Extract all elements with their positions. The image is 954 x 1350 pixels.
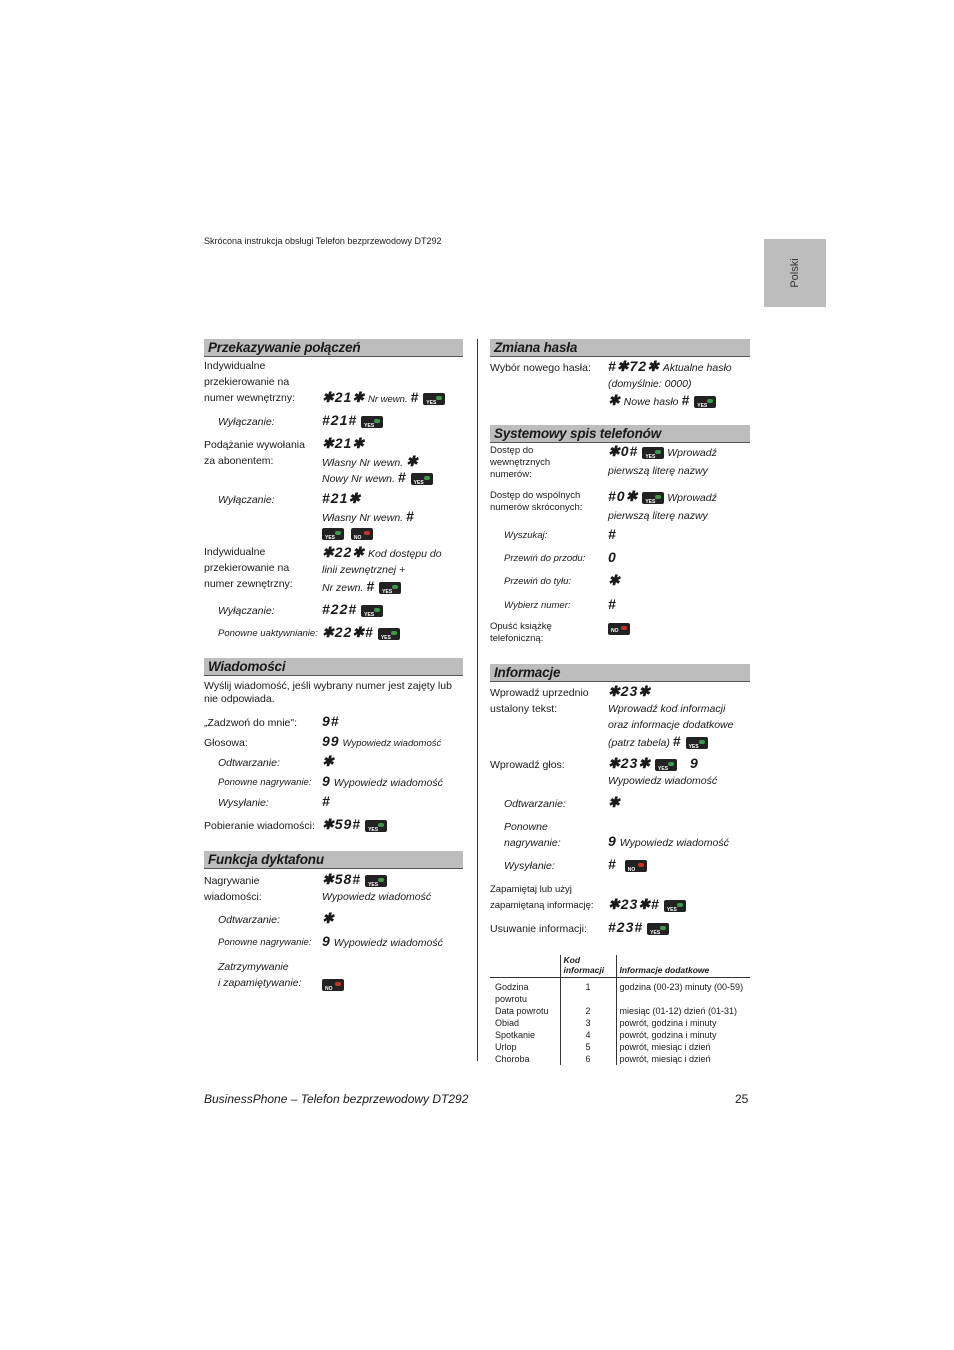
table-row [490, 1041, 750, 1053]
section-dictaphone [204, 851, 463, 869]
table-header-row: Kod informacji Informacje dodatkowe [490, 955, 750, 978]
yes-key-icon: YES [694, 396, 716, 408]
table-cell: Urlop [495, 1042, 517, 1052]
table-cell: godzina (00-23) minuty (00-59) [616, 978, 750, 1006]
table-cell: Obiad [495, 1018, 520, 1028]
yes-key-icon: YES [686, 737, 708, 749]
yes-key-icon: YES [361, 416, 383, 428]
table-cell: 5 [560, 1041, 616, 1053]
section-title: Funkcja dyktafonu [204, 851, 463, 868]
table-cell: powrót, miesiąc i dzień [616, 1041, 750, 1053]
language-tab-label: Polski [789, 258, 801, 288]
yes-key-icon: YES [322, 528, 344, 540]
table-cell: Choroba [495, 1054, 530, 1064]
yes-key-icon: YES [647, 923, 669, 935]
yes-key-icon: YES [655, 759, 677, 771]
no-key-icon: NO [625, 860, 647, 872]
running-header: Skrócona instrukcja obsługi Telefon bezprzewodowy DT292 [204, 236, 442, 246]
table-row [490, 1029, 750, 1041]
footer-title: BusinessPhone – Telefon bezprzewodowy DT292 [204, 1092, 469, 1106]
section-title: Wiadomości [204, 658, 463, 675]
table-cell: powrót, miesiąc i dzień [616, 1053, 750, 1065]
table-row [490, 1053, 750, 1065]
section-title: Informacje [490, 664, 750, 681]
table-cell: powrót, godzina i minuty [616, 1029, 750, 1041]
column-divider [477, 339, 478, 1061]
info-codes-table [490, 955, 750, 1065]
section-info [490, 664, 750, 682]
table-row [490, 1005, 750, 1017]
yes-key-icon: YES [642, 492, 664, 504]
table-row [490, 978, 750, 1006]
table-row [490, 1017, 750, 1029]
table-cell: powrót, godzina i minuty [616, 1017, 750, 1029]
no-key-icon: NO [322, 979, 344, 991]
section-phonebook [490, 425, 750, 443]
table-cell: miesiąc (01-12) dzień (01-31) [616, 1005, 750, 1017]
yes-key-icon: YES [361, 605, 383, 617]
no-key-icon: NO [608, 623, 630, 635]
yes-key-icon: YES [365, 875, 387, 887]
section-title: Systemowy spis telefonów [490, 425, 750, 442]
section-messages [204, 658, 463, 676]
language-tab [764, 239, 826, 307]
table-cell: 1 [560, 978, 616, 1006]
yes-key-icon: YES [411, 473, 433, 485]
table-cell: 6 [560, 1053, 616, 1065]
table-cell: 3 [560, 1017, 616, 1029]
table-cell: Data powrotu [495, 1006, 549, 1016]
yes-key-icon: YES [378, 628, 400, 640]
yes-key-icon: YES [379, 582, 401, 594]
yes-key-icon: YES [664, 900, 686, 912]
table-cell: Spotkanie [495, 1030, 536, 1040]
table-cell: 4 [560, 1029, 616, 1041]
yes-key-icon: YES [423, 393, 445, 405]
section-password [490, 339, 750, 357]
page-number: 25 [735, 1092, 749, 1106]
table-cell: Godzina powrotu [495, 982, 529, 1004]
section-title: Przekazywanie połączeń [204, 339, 463, 356]
yes-key-icon: YES [365, 820, 387, 832]
section-title: Zmiana hasła [490, 339, 750, 356]
yes-key-icon: YES [642, 447, 664, 459]
no-key-icon: NO [351, 528, 373, 540]
section-forwarding [204, 339, 463, 357]
table-cell: 2 [560, 1005, 616, 1017]
